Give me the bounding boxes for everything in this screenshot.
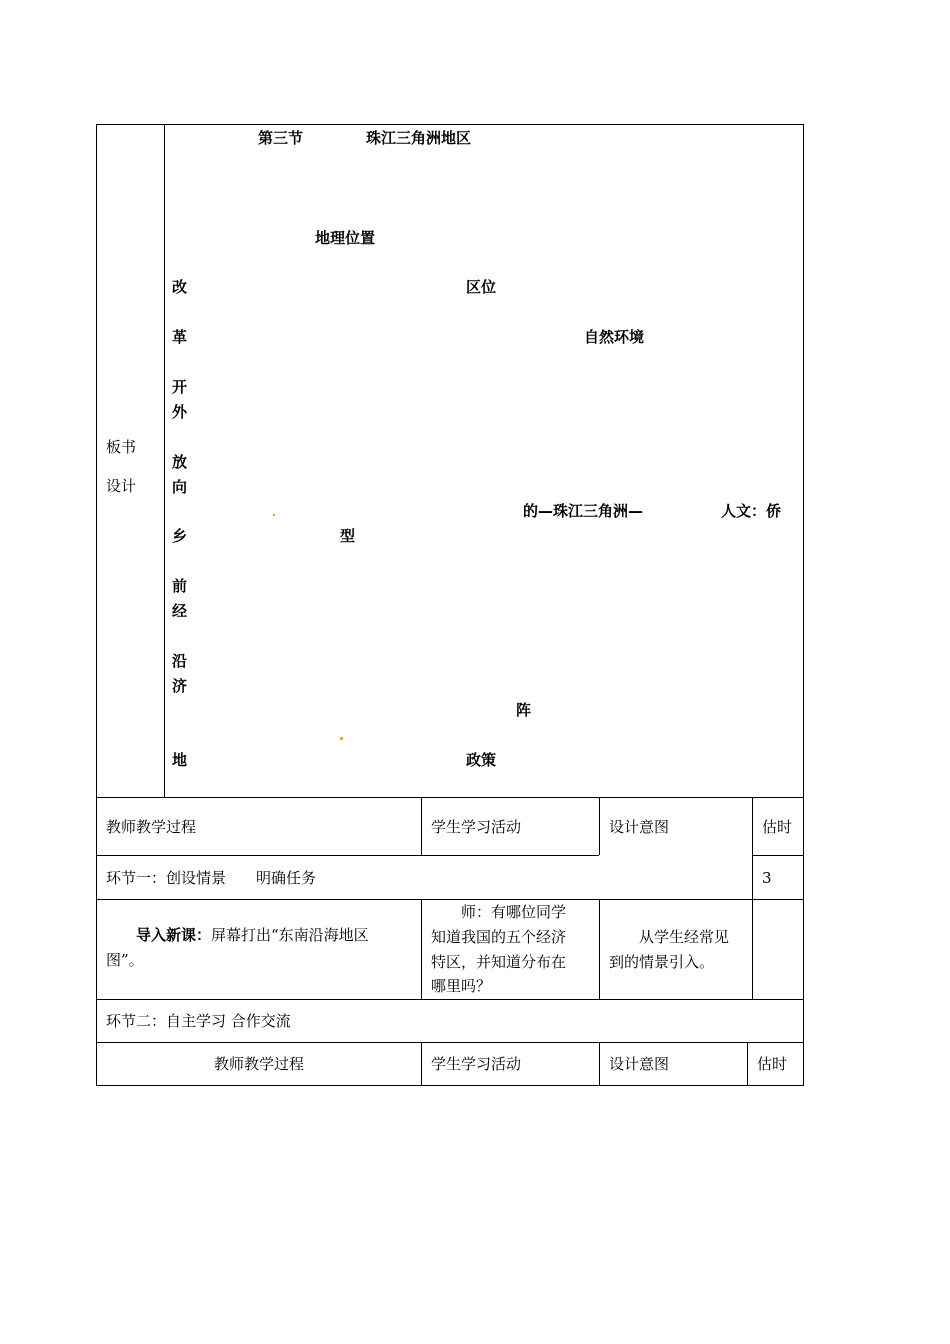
stage1-label: 环节一：创设情景 明确任务 [106, 869, 317, 887]
header-teacher: 教师教学过程 [106, 818, 197, 836]
left-char: 向 [172, 478, 188, 496]
left-char: 外 [172, 403, 188, 421]
border-col-time [752, 797, 753, 899]
row1-student-line: 师：有哪位同学 [431, 903, 567, 921]
header2-teacher: 教师教学过程 [214, 1055, 305, 1073]
left-char: 开 [172, 378, 188, 396]
stage2-label: 环节二：自主学习 合作交流 [106, 1012, 291, 1030]
left-char: 放 [172, 453, 188, 471]
zhen-label: 阵 [516, 701, 532, 719]
zhengce-label: 政策 [466, 751, 497, 769]
header-student: 学生学习活动 [431, 818, 522, 836]
row1-intent-line: 到的情景引入。 [609, 953, 715, 971]
board-label-1: 板书 [106, 438, 137, 456]
row1-teacher-line1 [106, 925, 369, 945]
border-col-student [421, 797, 422, 855]
border-right [803, 124, 804, 1086]
left-char: 沿 [172, 652, 188, 670]
left-char: 革 [172, 328, 188, 346]
marker-dot [340, 737, 343, 740]
border-bottom [96, 1085, 804, 1086]
header2-intent: 设计意图 [609, 1055, 670, 1073]
border-header-bottom-time [752, 855, 804, 856]
border-row1-time [752, 899, 753, 999]
left-char: 地 [172, 751, 188, 769]
header2-student: 学生学习活动 [431, 1055, 522, 1073]
section-number: 第三节 [258, 129, 304, 147]
natural-env-label: 自然环境 [584, 328, 645, 346]
renwen-label: 人文：侨 [721, 502, 782, 520]
board-label-2: 设计 [106, 477, 137, 495]
header2-time: 估时 [757, 1055, 788, 1073]
left-char: 前 [172, 577, 188, 595]
section-title: 珠江三角洲地区 [366, 129, 472, 147]
border-stage2-bottom [96, 1042, 804, 1043]
lead-in-label: 导入新课： [136, 926, 212, 944]
border-header-bottom [96, 855, 599, 856]
lead-in-text: 屏幕打出“东南沿海地区 [211, 926, 369, 944]
left-char: 经 [172, 602, 188, 620]
border-stage1-bottom [96, 899, 804, 900]
left-char: 乡 [172, 527, 188, 545]
geo-position: 地理位置 [315, 229, 376, 247]
left-char: 改 [172, 278, 188, 296]
marker-dot [273, 514, 275, 516]
border-h2-intent [599, 1042, 600, 1086]
border-left [96, 124, 97, 1086]
border-h2-time [747, 1042, 748, 1086]
border-row1-intent [599, 899, 600, 999]
row1-student-line: 知道我国的五个经济 [431, 928, 567, 946]
xing-label: 型 [340, 527, 356, 545]
header-intent: 设计意图 [609, 818, 670, 836]
row1-teacher-line2: 图”。 [106, 951, 144, 969]
left-char: 济 [172, 677, 188, 695]
border-h2-student [421, 1042, 422, 1086]
center-label: 的—珠江三角洲— [523, 502, 644, 520]
stage1-time: 3 [762, 869, 772, 887]
border-board-bottom [96, 797, 804, 798]
row1-intent-line: 从学生经常见 [609, 928, 730, 946]
border-col-intent [599, 797, 600, 855]
row1-student-line: 哪里吗？ [431, 977, 492, 995]
row1-student-line: 特区，并知道分布在 [431, 953, 567, 971]
border-top [96, 124, 804, 125]
border-row1-student [421, 899, 422, 999]
header-time: 估时 [762, 818, 793, 836]
border-row1-bottom [96, 999, 804, 1000]
quwei-label: 区位 [466, 278, 497, 296]
border-board-label [164, 124, 165, 797]
